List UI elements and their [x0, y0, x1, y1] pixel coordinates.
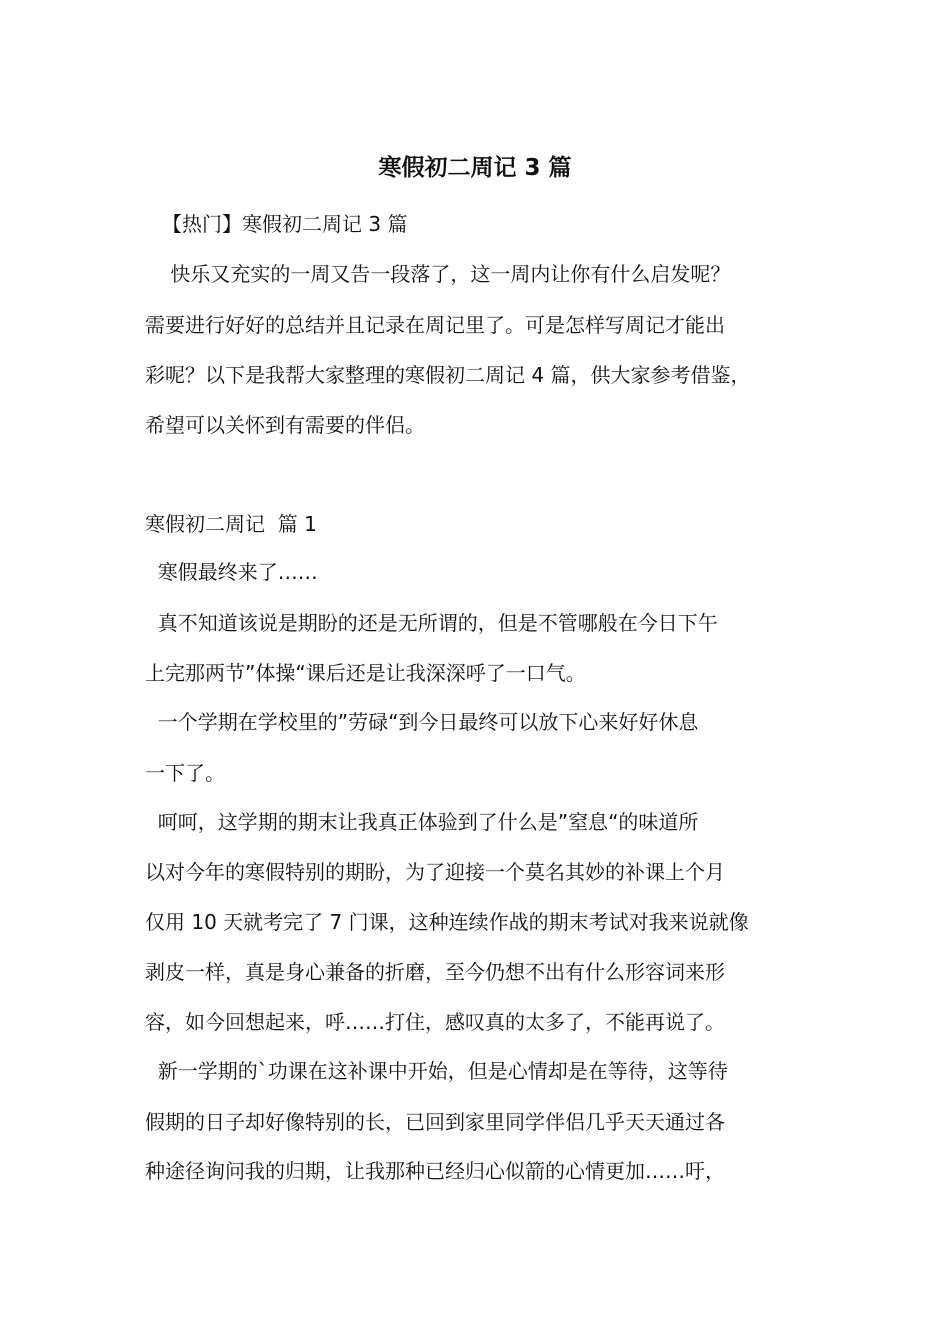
body-line: 上完那两节”体操“课后还是让我深深呼了一口气。: [145, 661, 586, 685]
body-line: 真不知道该说是期盼的还是无所谓的，但是不管哪般在今日下午: [145, 611, 718, 635]
body-line: 假期的日子却好像特别的长，已回到家里同学伴侣几乎天天通过各: [145, 1110, 725, 1134]
body-line: 寒假最终来了……: [145, 560, 318, 584]
body-line: 以对今年的寒假特别的期盼，为了迎接一个莫名其妙的补课上个月: [145, 860, 725, 884]
document-title: 寒假初二周记 3 篇: [378, 155, 572, 181]
document-subtitle: 【热门】寒假初二周记 3 篇: [162, 212, 408, 236]
body-line: 容，如今回想起来，呼……打住，感叹真的太多了，不能再说了。: [145, 1010, 725, 1034]
body-line: 一个学期在学校里的”劳碌“到今日最终可以放下心来好好休息: [145, 710, 699, 734]
section-heading: 寒假初二周记 篇 1: [145, 512, 317, 536]
body-line: 剥皮一样，真是身心兼备的折磨，至今仍想不出有什么形容词来形: [145, 960, 725, 984]
intro-line: 希望可以关怀到有需要的伴侣。: [145, 413, 425, 437]
body-line: 仅用 10 天就考完了 7 门课，这种连续作战的期末考试对我来说就像: [145, 910, 749, 934]
body-line: 新一学期的`功课在这补课中开始，但是心情却是在等待，这等待: [145, 1059, 728, 1083]
intro-line: 需要进行好好的总结并且记录在周记里了。可是怎样写周记才能出: [145, 313, 725, 337]
body-line: 种途径询问我的归期，让我那种已经归心似箭的心情更加……吁，: [145, 1159, 725, 1183]
body-line: 一下了。: [145, 761, 225, 785]
intro-line: 快乐又充实的一周又告一段落了，这一周内让你有什么启发呢？: [145, 262, 731, 286]
intro-line: 彩呢？以下是我帮大家整理的寒假初二周记 4 篇，供大家参考借鉴，: [145, 363, 751, 387]
body-line: 呵呵，这学期的期末让我真正体验到了什么是”窒息“的味道所: [145, 810, 699, 834]
